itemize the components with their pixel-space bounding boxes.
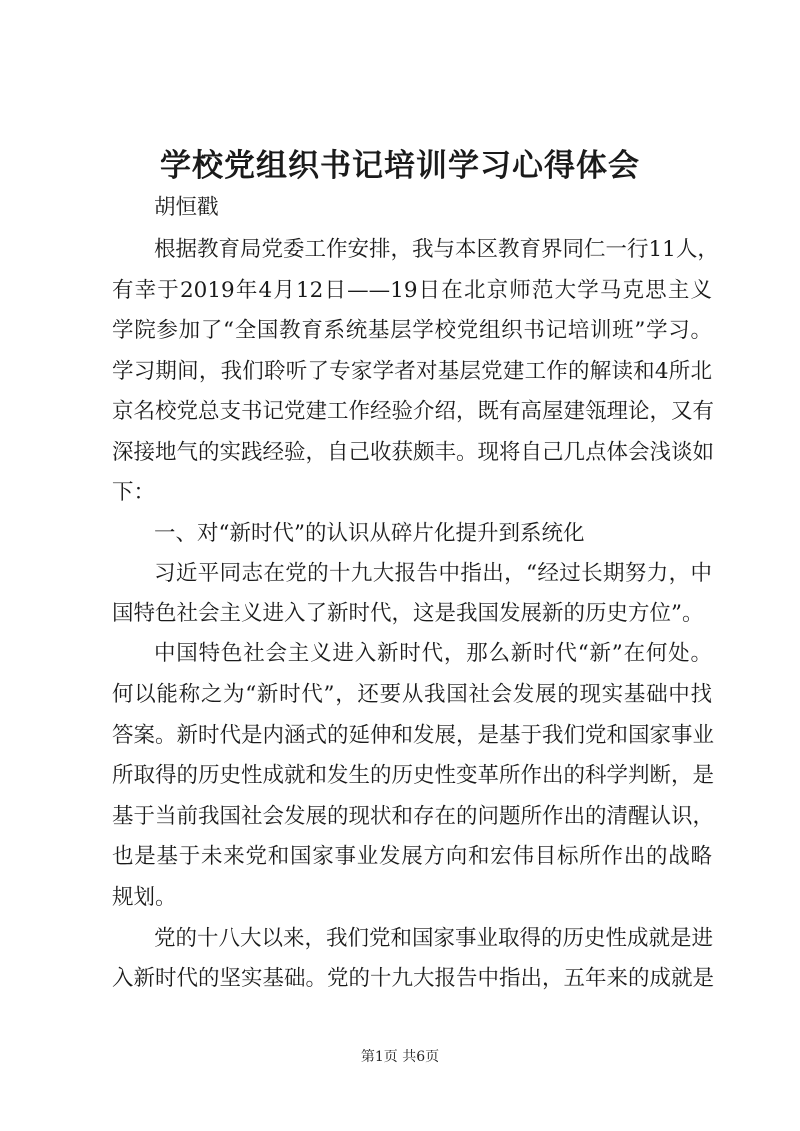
- paragraph-line: 学院参加了“全国教育系统基层学校党组织书记培训班”学习。: [112, 318, 712, 343]
- page-title: 学校党组织书记培训学习心得体会: [160, 148, 640, 184]
- paragraph-line: 学习期间，我们聆听了专家学者对基层党建工作的解读和4所北: [112, 359, 712, 384]
- author-name: 胡恒戳: [154, 195, 219, 220]
- paragraph-line: 根据教育局党委工作安排，我与本区教育界同仁一行11人，: [154, 237, 719, 262]
- paragraph-line: 答案。新时代是内涵式的延伸和发展，是基于我们党和国家事业: [112, 723, 715, 748]
- paragraph-line: 下：: [112, 480, 156, 505]
- paragraph-line: 规划。: [112, 885, 177, 910]
- paragraph-line: 京名校党总支书记党建工作经验介绍，既有高屋建瓴理论，又有: [112, 399, 715, 424]
- paragraph-line: 习近平同志在党的十九大报告中指出，“经过长期努力，中: [154, 561, 712, 586]
- paragraph-line: 中国特色社会主义进入新时代，那么新时代“新”在何处。: [154, 641, 712, 666]
- paragraph-line: 国特色社会主义进入了新时代，这是我国发展新的历史方位”。: [112, 601, 704, 626]
- paragraph-line: 有幸于2019年4月12日——19日在北京师范大学马克思主义: [112, 278, 712, 303]
- page-number: 第1页 共6页: [360, 1049, 440, 1065]
- paragraph-line: 深接地气的实践经验，自己收获颇丰。现将自己几点体会浅谈如: [112, 440, 715, 465]
- paragraph-line: 何以能称之为“新时代”，还要从我国社会发展的现实基础中找: [112, 682, 712, 707]
- paragraph-line: 基于当前我国社会发展的现状和存在的问题所作出的清醒认识，: [112, 804, 715, 829]
- paragraph-line: 党的十八大以来，我们党和国家事业取得的历史性成就是进: [154, 926, 714, 951]
- paragraph-line: 也是基于未来党和国家事业发展方向和宏伟目标所作出的战略: [112, 844, 712, 869]
- paragraph-line: 入新时代的坚实基础。党的十九大报告中指出，五年来的成就是: [112, 966, 715, 991]
- section-heading: 一、对“新时代”的认识从碎片化提升到系统化: [154, 521, 585, 546]
- paragraph-line: 所取得的历史性成就和发生的历史性变革所作出的科学判断，是: [112, 763, 715, 788]
